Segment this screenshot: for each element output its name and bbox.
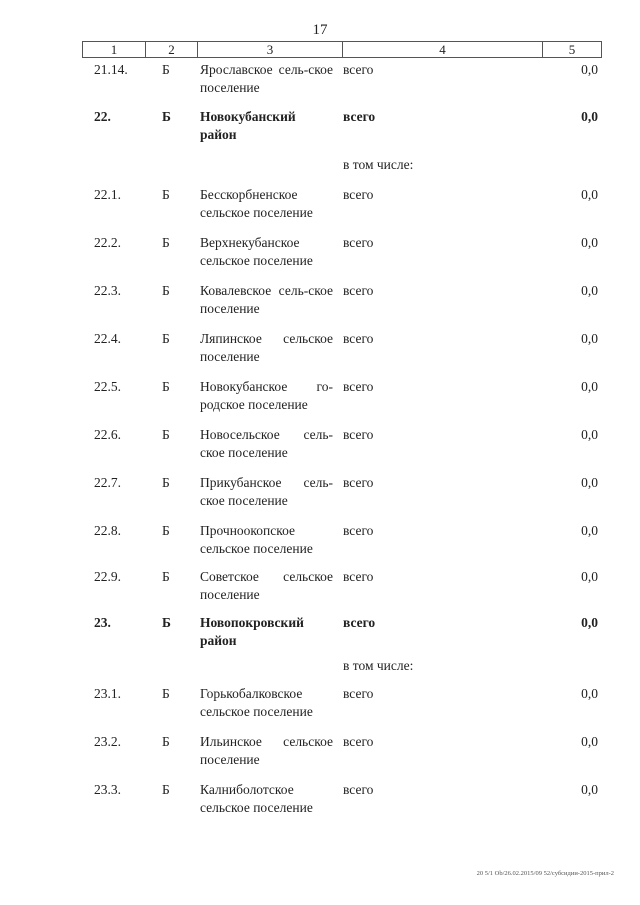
row-value: 0,0 <box>581 283 598 298</box>
row-type: всего <box>343 523 374 538</box>
row-type: всего <box>343 235 374 250</box>
row-name: Ковалевское сель-ское поселение <box>200 283 333 316</box>
row-name: Новокубанское го-родское поселение <box>200 379 333 412</box>
row-type: всего <box>343 62 374 77</box>
row-category: Б <box>162 734 170 749</box>
including-label: в том числе: <box>343 658 414 673</box>
row-category: Б <box>162 187 170 202</box>
row-type: всего <box>343 427 374 442</box>
row-type: всего <box>343 686 374 701</box>
header-col-1: 1 <box>83 42 146 57</box>
row-value: 0,0 <box>581 569 598 584</box>
row-category: Б <box>162 379 170 394</box>
row-name: Советское сельское поселение <box>200 569 333 602</box>
row-name: Новосельское сель-ское поселение <box>200 427 333 460</box>
row-value: 0,0 <box>581 615 598 630</box>
row-number: 21.14. <box>94 62 128 77</box>
row-value: 0,0 <box>581 187 598 202</box>
row-name: Прикубанское сель-ское поселение <box>200 475 333 508</box>
row-category: Б <box>162 615 171 630</box>
row-category: Б <box>162 331 170 346</box>
row-type: всего <box>343 109 376 124</box>
row-name: Горькобалковское сельское поселение <box>200 686 313 719</box>
row-type: всего <box>343 187 374 202</box>
row-value: 0,0 <box>581 523 598 538</box>
row-category: Б <box>162 569 170 584</box>
row-type: всего <box>343 475 374 490</box>
page-number: 17 <box>312 22 328 38</box>
row-name: Бесскорбненское сельское поселение <box>200 187 313 220</box>
row-number: 22.6. <box>94 427 121 442</box>
row-category: Б <box>162 686 170 701</box>
row-category: Б <box>162 427 170 442</box>
row-type: всего <box>343 782 374 797</box>
row-value: 0,0 <box>581 331 598 346</box>
row-name: Верхнекубанское сельское поселение <box>200 235 313 268</box>
row-value: 0,0 <box>581 109 598 124</box>
row-value: 0,0 <box>581 427 598 442</box>
row-category: Б <box>162 475 170 490</box>
row-type: всего <box>343 379 374 394</box>
row-name: Новокубанский район <box>200 109 296 142</box>
row-value: 0,0 <box>581 475 598 490</box>
row-category: Б <box>162 782 170 797</box>
row-name: Ярославское сель-ское поселение <box>200 62 333 95</box>
row-number: 22.8. <box>94 523 121 538</box>
row-value: 0,0 <box>581 782 598 797</box>
header-col-3: 3 <box>198 42 343 57</box>
row-number: 23. <box>94 615 111 630</box>
row-number: 23.3. <box>94 782 121 797</box>
row-category: Б <box>162 235 170 250</box>
row-type: всего <box>343 569 374 584</box>
row-number: 22.1. <box>94 187 121 202</box>
row-type: всего <box>343 283 374 298</box>
row-value: 0,0 <box>581 379 598 394</box>
row-category: Б <box>162 283 170 298</box>
row-name: Прочноокопское сельское поселение <box>200 523 313 556</box>
including-label: в том числе: <box>343 157 414 172</box>
row-number: 23.1. <box>94 686 121 701</box>
row-type: всего <box>343 615 376 630</box>
row-category: Б <box>162 523 170 538</box>
row-number: 22. <box>94 109 111 124</box>
row-number: 22.4. <box>94 331 121 346</box>
row-value: 0,0 <box>581 235 598 250</box>
header-col-2: 2 <box>146 42 198 57</box>
row-name: Новопокровский район <box>200 615 304 648</box>
row-type: всего <box>343 734 374 749</box>
row-number: 22.2. <box>94 235 121 250</box>
row-number: 23.2. <box>94 734 121 749</box>
row-number: 22.9. <box>94 569 121 584</box>
row-value: 0,0 <box>581 62 598 77</box>
header-col-5: 5 <box>568 42 576 57</box>
row-category: Б <box>162 62 170 77</box>
row-number: 22.7. <box>94 475 121 490</box>
row-type: всего <box>343 331 374 346</box>
row-name: Калниболотское сельское поселение <box>200 782 313 815</box>
table-header <box>82 41 602 58</box>
row-number: 22.3. <box>94 283 121 298</box>
document-footer: 20 5/1 Ob/26.02.2015/09 52/субсидии-2015-прил-2 <box>476 870 614 877</box>
row-name: Ильинское сельское поселение <box>200 734 333 767</box>
row-value: 0,0 <box>581 686 598 701</box>
header-col-4: 4 <box>343 42 543 57</box>
row-number: 22.5. <box>94 379 121 394</box>
row-value: 0,0 <box>581 734 598 749</box>
row-name: Ляпинское сельское поселение <box>200 331 333 364</box>
row-category: Б <box>162 109 171 124</box>
